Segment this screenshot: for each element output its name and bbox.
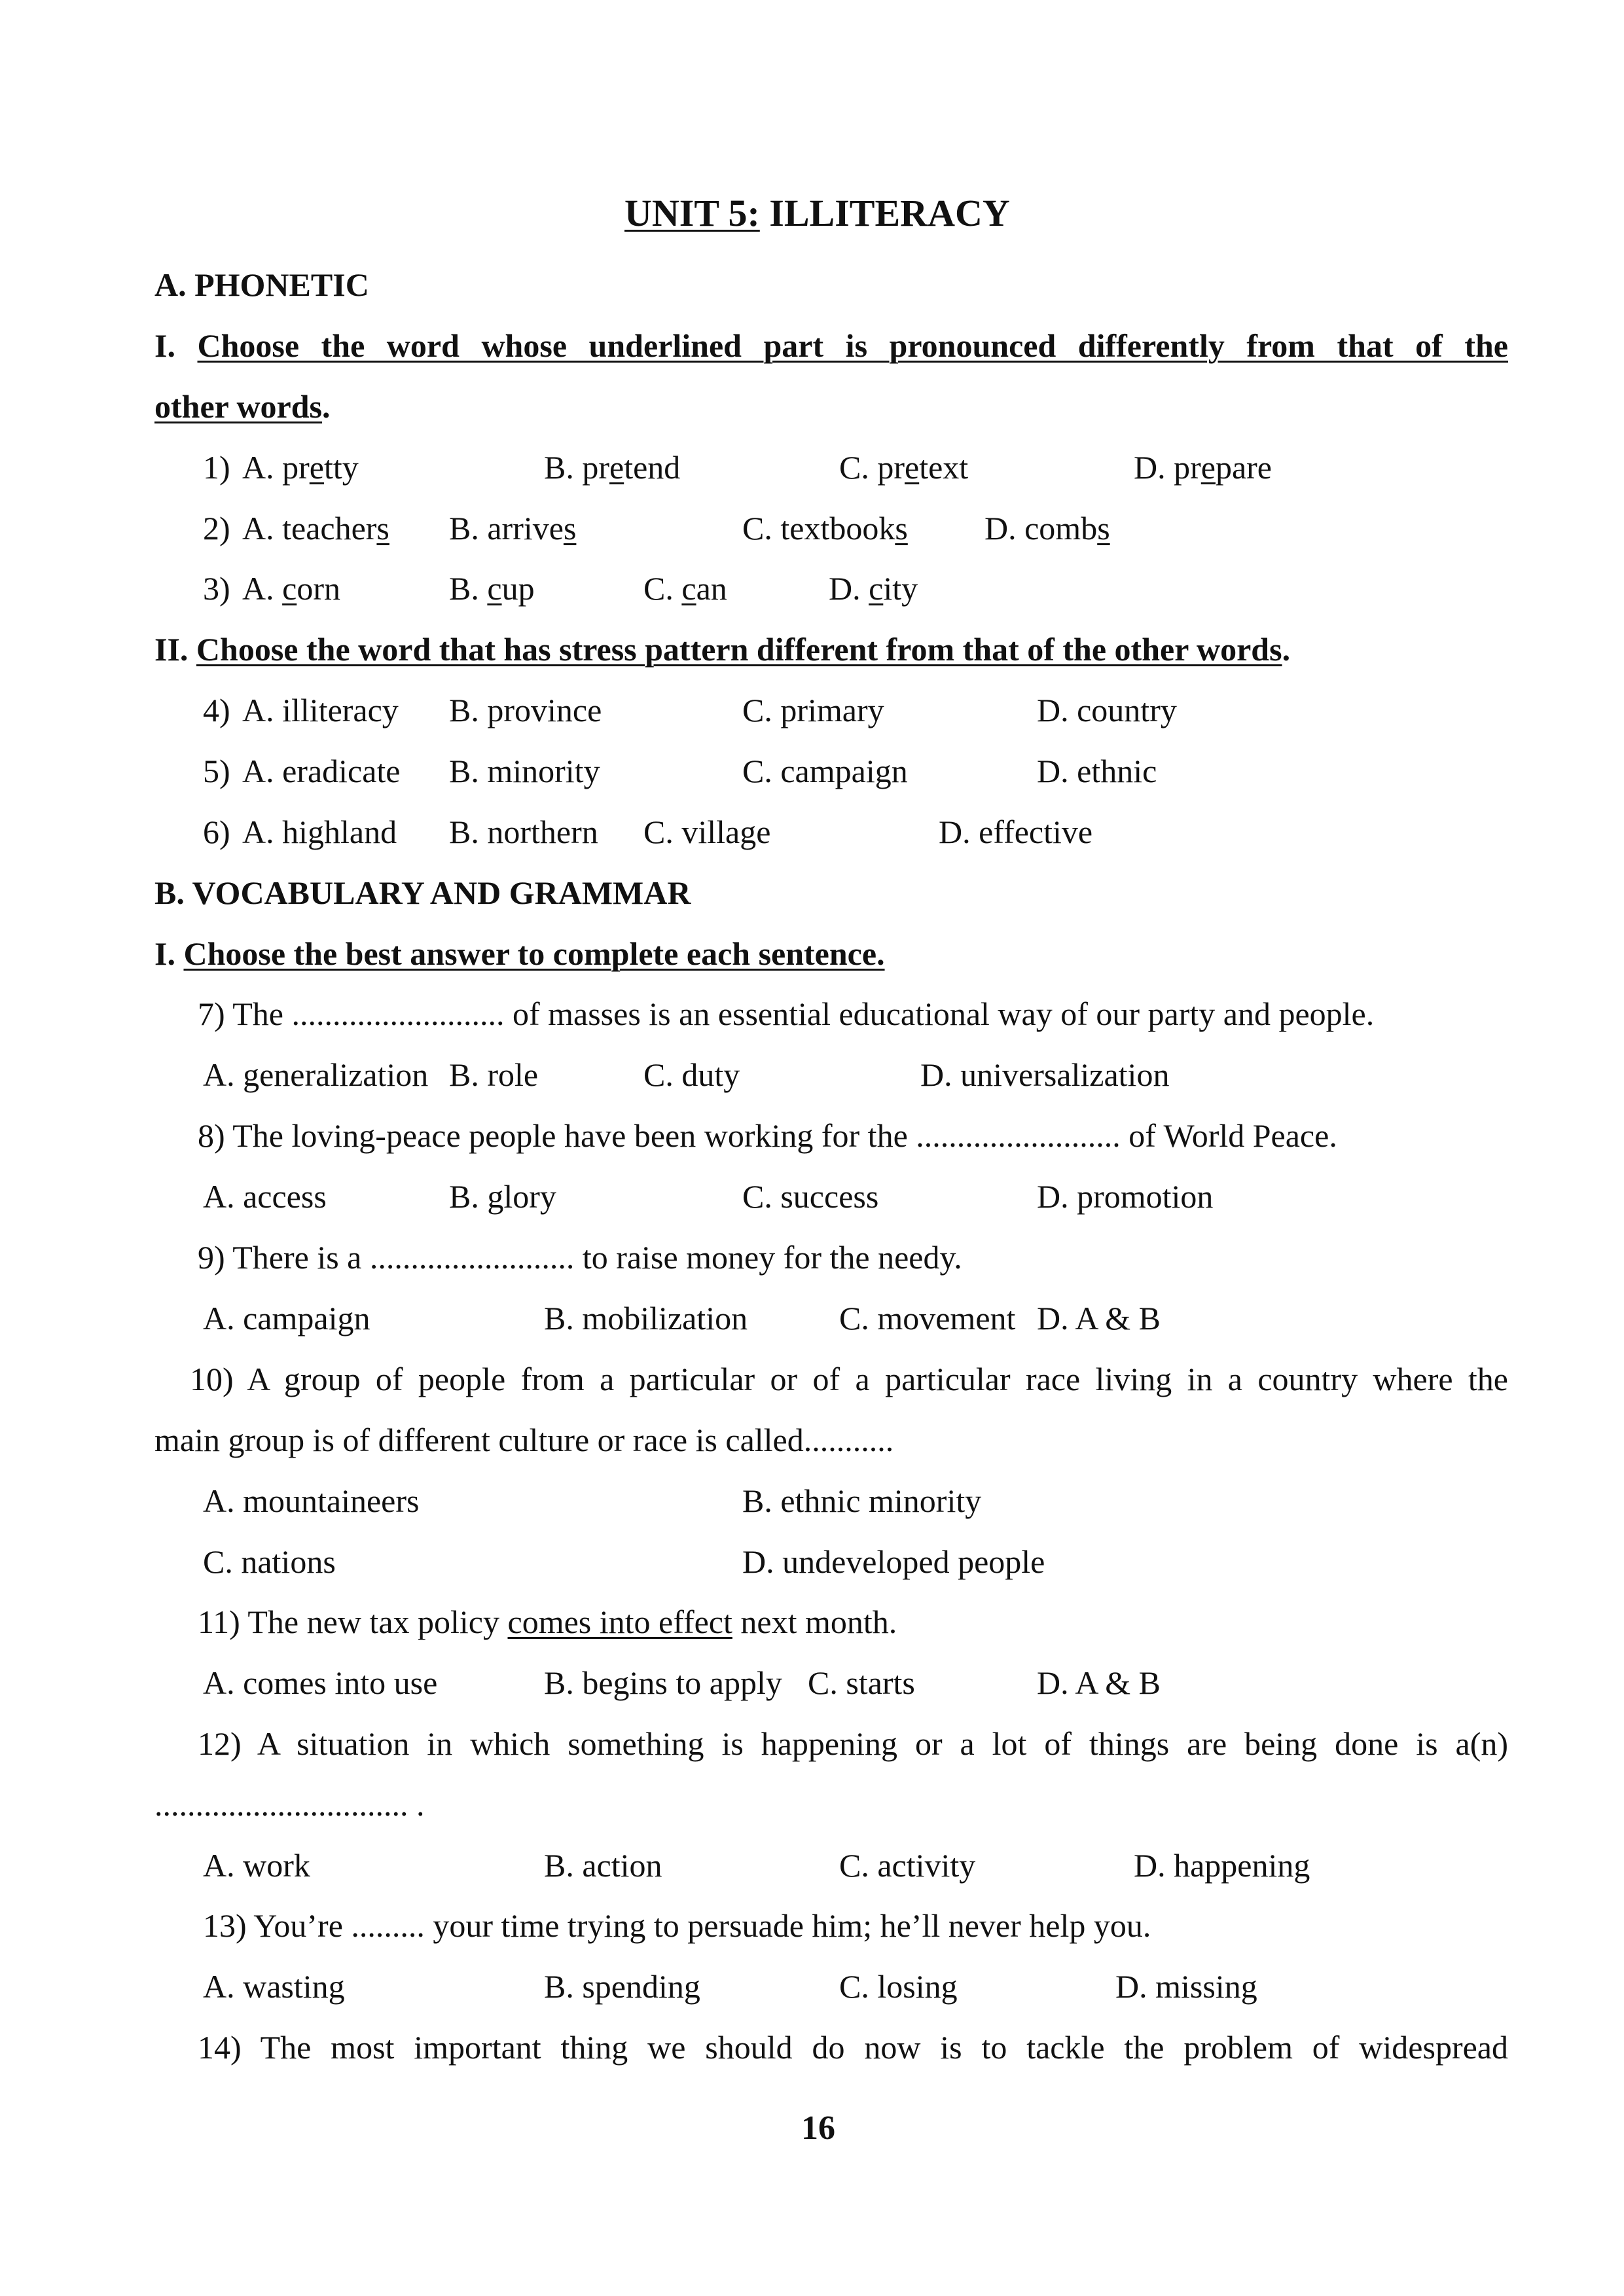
option-a: A. access — [203, 1178, 327, 1215]
question-number: 1) — [203, 449, 230, 486]
option-c: C. duty — [643, 1056, 740, 1093]
option-b: B. begins to apply — [544, 1664, 782, 1701]
option-b: B. glory — [449, 1178, 556, 1215]
option-d: D. city — [829, 570, 918, 607]
option-b: B. province — [449, 692, 602, 728]
option-c: C. can — [643, 570, 727, 607]
question-11-stem: 11) The new tax policy comes into effect next month. — [198, 1604, 897, 1640]
question-number: 4) — [203, 692, 230, 728]
option-a: A. mountaineers — [203, 1482, 420, 1519]
title-rest: ILLITERACY — [759, 192, 1010, 234]
page-number: 16 — [801, 2109, 835, 2147]
option-d: D. missing — [1115, 1968, 1257, 2005]
question-12-stem-cont: ............................... . — [154, 1786, 425, 1823]
option-b: B. spending — [544, 1968, 700, 2005]
option-a: A. work — [203, 1847, 310, 1884]
option-d: D. combs — [984, 510, 1110, 547]
option-c: C. starts — [808, 1664, 915, 1701]
instruction-phonetic-1: I. Choose the word whose underlined part is pronounced differently from that of the — [154, 327, 1508, 364]
option-a: A. generalization — [203, 1056, 429, 1093]
option-d: D. ethnic — [1037, 753, 1157, 789]
option-b: B. cup — [449, 570, 535, 607]
option-d: D. A & B — [1037, 1300, 1161, 1336]
option-d: D. promotion — [1037, 1178, 1214, 1215]
question-9-stem: 9) There is a ......................... to raise money for the needy. — [198, 1239, 962, 1276]
instruction-phonetic-1-cont: other words. — [154, 388, 331, 425]
option-b: B. northern — [449, 814, 598, 850]
title-unit: UNIT 5: — [624, 192, 760, 234]
question-12-stem: 12) A situation in which something is happening or a lot of things are being done is a(n) — [198, 1725, 1508, 1762]
option-b: B. pretend — [544, 449, 681, 486]
option-c: C. campaign — [742, 753, 908, 789]
question-14-stem: 14) The most important thing we should do now is to tackle the problem of widespread — [198, 2029, 1508, 2066]
option-a: A. highland — [242, 814, 397, 850]
option-c: C. village — [643, 814, 771, 850]
question-13-stem: 13) You’re ......... your time trying to persuade him; he’ll never help you. — [203, 1907, 1151, 1944]
option-a: A. teachers — [242, 510, 389, 547]
question-10-stem-cont: main group is of different culture or race is called........... — [154, 1422, 894, 1458]
option-b: B. action — [544, 1847, 662, 1884]
option-d: D. undeveloped people — [742, 1543, 1045, 1580]
question-number: 3) — [203, 570, 230, 607]
option-a: A. corn — [242, 570, 340, 607]
option-d: D. A & B — [1037, 1664, 1161, 1701]
option-b: B. ethnic minority — [742, 1482, 982, 1519]
question-number: 6) — [203, 814, 230, 850]
option-d: D. universalization — [920, 1056, 1170, 1093]
option-d: D. effective — [939, 814, 1093, 850]
option-c: C. textbooks — [742, 510, 908, 547]
option-d: D. country — [1037, 692, 1177, 728]
option-a: A. wasting — [203, 1968, 345, 2005]
instruction-phonetic-2: II. Choose the word that has stress pattern different from that of the other words. — [154, 631, 1291, 668]
section-a-heading: A. PHONETIC — [154, 266, 369, 303]
option-c: C. movement — [839, 1300, 1016, 1336]
option-c: C. nations — [203, 1543, 336, 1580]
option-a: A. pretty — [242, 449, 359, 486]
option-c: C. activity — [839, 1847, 976, 1884]
option-b: B. arrives — [449, 510, 577, 547]
question-number: 2) — [203, 510, 230, 547]
option-a: A. eradicate — [242, 753, 401, 789]
page-title — [624, 194, 1010, 233]
option-c: C. losing — [839, 1968, 958, 2005]
section-b-heading: B. VOCABULARY AND GRAMMAR — [154, 874, 691, 911]
option-a: A. illiteracy — [242, 692, 399, 728]
option-b: B. minority — [449, 753, 600, 789]
option-c: C. success — [742, 1178, 879, 1215]
option-c: C. pretext — [839, 449, 969, 486]
option-b: B. role — [449, 1056, 539, 1093]
option-d: D. happening — [1134, 1847, 1310, 1884]
question-7-stem: 7) The .......................... of masses is an essential educational way of our party and people. — [198, 996, 1375, 1032]
question-number: 5) — [203, 753, 230, 789]
question-8-stem: 8) The loving-peace people have been working for the ......................... of World Peace. — [198, 1117, 1337, 1154]
option-c: C. primary — [742, 692, 884, 728]
option-d: D. prepare — [1134, 449, 1272, 486]
question-10-stem: 10) A group of people from a particular or of a particular race living in a country where the — [190, 1361, 1508, 1397]
option-a: A. comes into use — [203, 1664, 438, 1701]
option-b: B. mobilization — [544, 1300, 748, 1336]
option-a: A. campaign — [203, 1300, 370, 1336]
instruction-vocab-1: I. Choose the best answer to complete each sentence. — [154, 935, 885, 972]
